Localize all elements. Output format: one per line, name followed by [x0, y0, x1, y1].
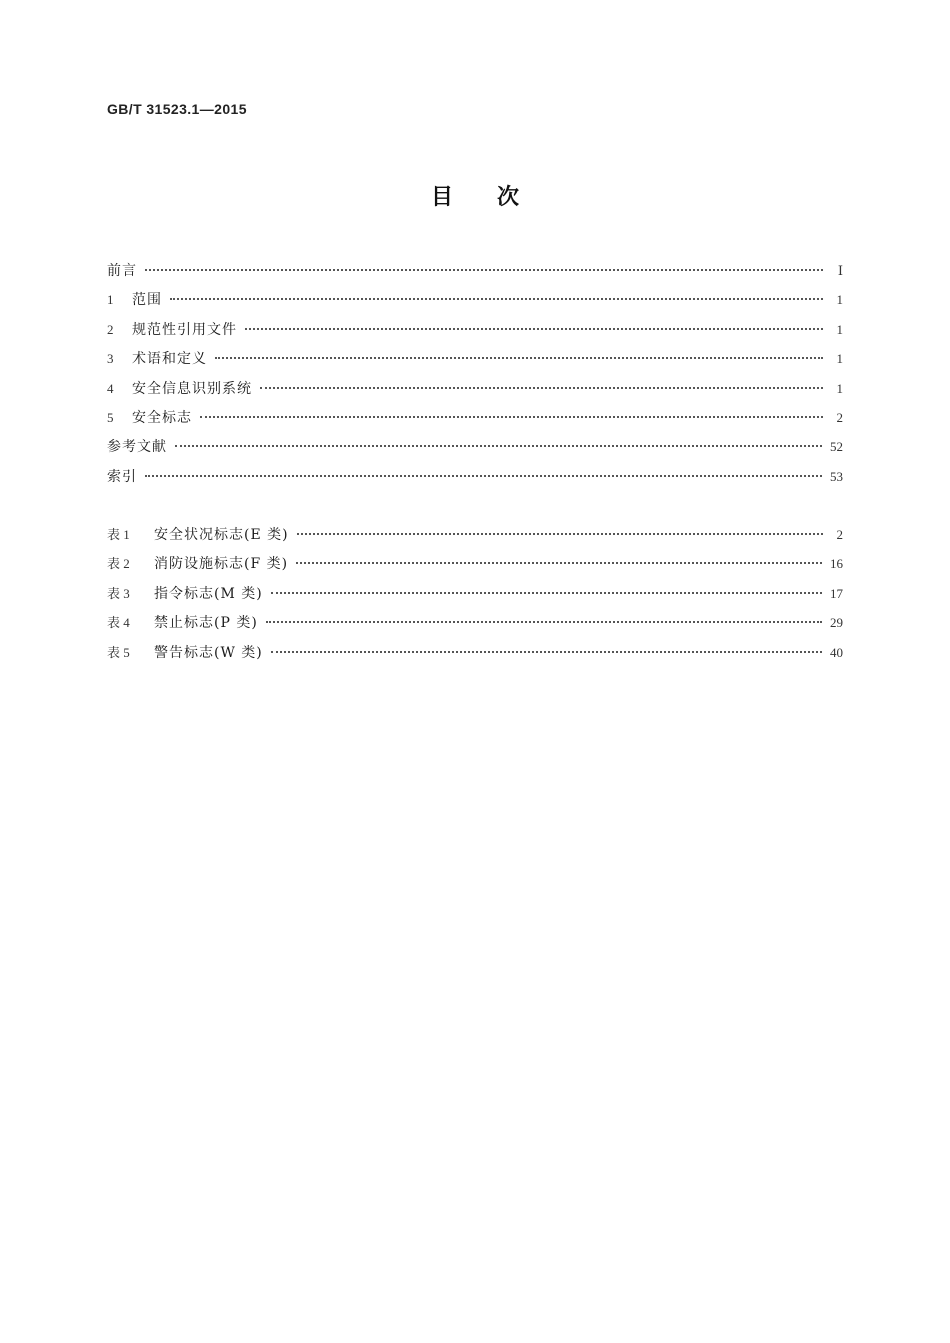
toc-entry-page: 1 — [836, 292, 843, 308]
table-entry-page: 40 — [830, 644, 843, 660]
toc-entry-safety-signs[interactable] — [107, 406, 843, 435]
table-entry-page: 17 — [830, 585, 843, 601]
table-entry-3[interactable] — [107, 582, 843, 611]
toc-entry-bibliography[interactable] — [107, 435, 843, 464]
table-of-contents — [107, 259, 843, 494]
table-entry-2[interactable] — [107, 552, 843, 581]
toc-entry-title: 规范性引用文件 — [132, 321, 237, 338]
toc-entry-title: 前言 — [107, 263, 137, 279]
dot-leader — [145, 269, 823, 271]
toc-entry-page: 1 — [836, 380, 843, 396]
dot-leader — [271, 651, 822, 653]
table-entry-5[interactable] — [107, 641, 843, 670]
table-entry-1[interactable] — [107, 523, 843, 552]
toc-entry-page: 2 — [836, 409, 843, 425]
table-entry-number: 表 3 — [107, 585, 130, 601]
toc-entry-title: 术语和定义 — [132, 351, 207, 368]
table-entry-title: 禁止标志(P 类) — [154, 615, 258, 632]
page-title: 目次 — [430, 185, 563, 210]
dot-leader — [200, 416, 823, 418]
dot-leader — [145, 475, 822, 477]
table-entry-number: 表 1 — [107, 527, 130, 542]
toc-entry-title: 安全标志 — [132, 409, 192, 426]
dot-leader — [260, 387, 823, 389]
dot-leader — [271, 592, 822, 594]
table-entry-number: 表 2 — [107, 556, 130, 572]
table-entry-4[interactable] — [107, 611, 843, 640]
toc-entry-number: 5 — [107, 409, 114, 425]
dot-leader — [175, 445, 822, 447]
toc-entry-page: 1 — [836, 351, 843, 367]
dot-leader — [170, 298, 823, 300]
toc-entry-page: Ⅰ — [837, 263, 843, 278]
toc-entry-terms-definitions[interactable] — [107, 347, 843, 376]
toc-entry-title: 范围 — [132, 292, 162, 309]
toc-entry-number: 4 — [107, 380, 114, 396]
table-entry-title: 警告标志(W 类) — [154, 644, 263, 661]
toc-entry-title: 参考文献 — [107, 439, 167, 456]
table-entry-page: 29 — [830, 615, 843, 631]
toc-entry-number: 3 — [107, 351, 114, 367]
table-entry-page: 16 — [830, 556, 843, 572]
toc-entry-safety-info-system[interactable] — [107, 377, 843, 406]
table-entry-number: 表 4 — [107, 615, 130, 631]
toc-entry-page: 1 — [836, 321, 843, 337]
table-entry-number: 表 5 — [107, 644, 130, 660]
toc-entry-index[interactable] — [107, 465, 843, 494]
dot-leader — [297, 533, 823, 535]
dot-leader — [215, 357, 823, 359]
toc-entry-normative-references[interactable] — [107, 318, 843, 347]
toc-entry-foreword[interactable] — [107, 259, 843, 288]
dot-leader — [296, 562, 822, 564]
toc-entry-title: 索引 — [107, 468, 137, 485]
toc-entry-page: 53 — [830, 468, 843, 484]
table-entry-page: 2 — [836, 527, 843, 542]
toc-entry-scope[interactable] — [107, 288, 843, 317]
toc-entry-page: 52 — [830, 439, 843, 455]
document-code: GB/T 31523.1—2015 — [107, 101, 247, 117]
dot-leader — [266, 621, 822, 623]
list-of-tables — [107, 523, 843, 670]
table-entry-title: 安全状况标志(E 类) — [154, 527, 289, 543]
dot-leader — [245, 328, 823, 330]
table-entry-title: 指令标志(M 类) — [154, 585, 263, 602]
toc-entry-title: 安全信息识别系统 — [132, 380, 252, 397]
toc-entry-number: 1 — [107, 292, 114, 308]
table-entry-title: 消防设施标志(F 类) — [154, 556, 289, 573]
toc-entry-number: 2 — [107, 321, 114, 337]
